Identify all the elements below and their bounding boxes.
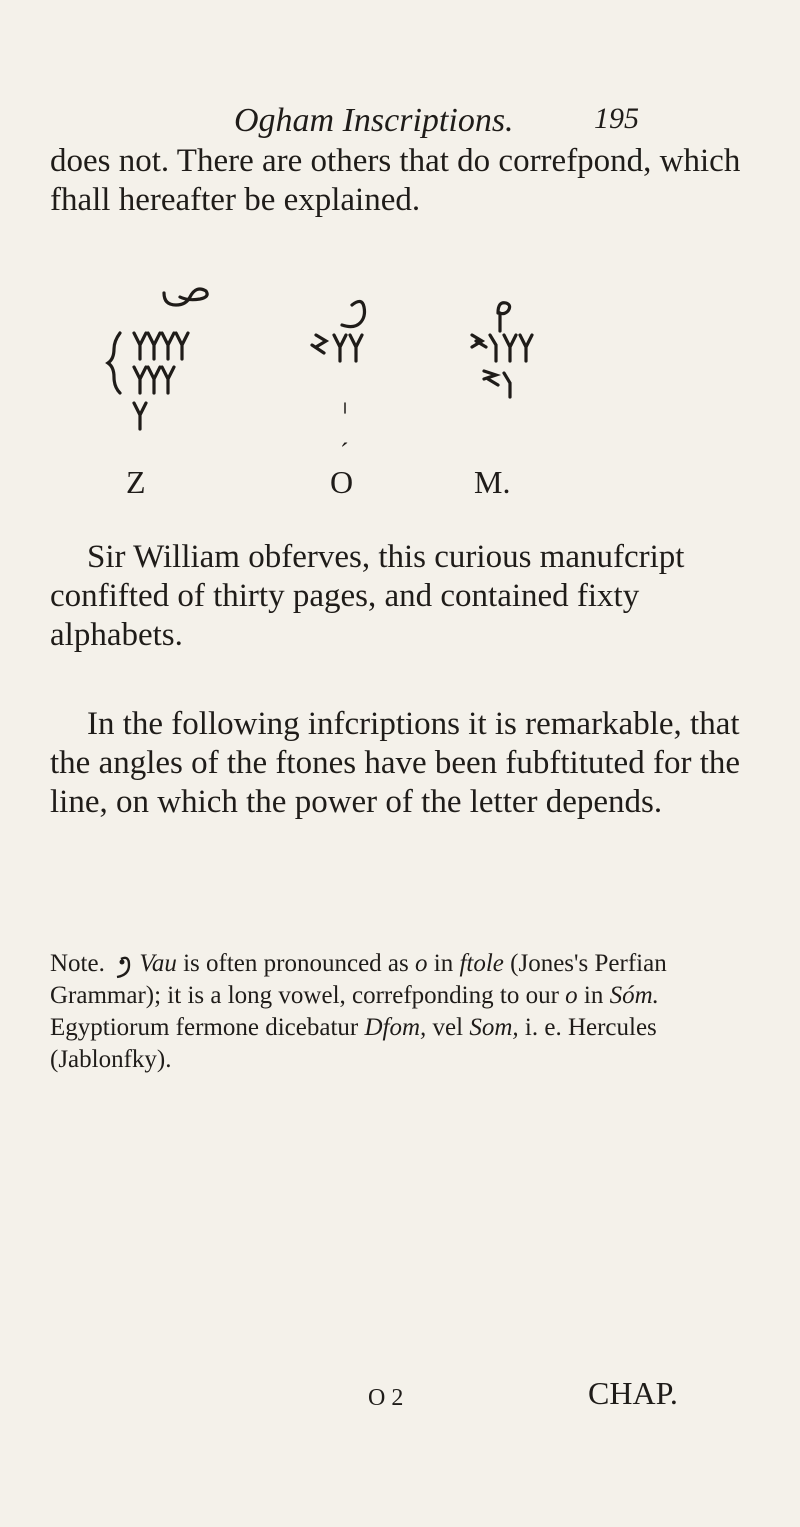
letter-z: Z xyxy=(126,464,146,500)
arabic-letter-zad-icon xyxy=(164,289,207,305)
catchword: CHAP. xyxy=(588,1375,678,1411)
arabic-letter-mim-icon xyxy=(498,303,510,331)
note-word-ftole: ftole xyxy=(459,950,504,977)
ogham-figure-svg xyxy=(90,275,650,515)
note-word-som: Sóm. xyxy=(609,982,659,1009)
note-text-7: i. e. Hercules (Jablonfky). xyxy=(50,1014,657,1073)
ogham-m-row2-icon xyxy=(484,371,510,397)
arabic-waw-small-icon xyxy=(111,953,133,979)
note-text-6: vel xyxy=(426,1014,470,1041)
note-o-1: o xyxy=(415,950,428,977)
page-header xyxy=(0,102,800,142)
page-number: 195 xyxy=(594,102,639,135)
ogham-z-row3-icon xyxy=(134,403,146,429)
paragraph-sir-william: Sir William obferves, this curious manufcript confifted of thirty pages, and contained fixty alphabets. xyxy=(50,539,685,653)
note-text-3: (Jones's Perfian Grammar); it is a long vowel, correfponding to our xyxy=(50,950,667,1009)
letter-o: O xyxy=(330,464,354,500)
accent-mark: ´ xyxy=(340,438,349,467)
paragraph-inscriptions: In the following infcriptions it is remarkable, that the angles of the ftones have been fubftituted for the line, on which the power of the letter depends. xyxy=(50,706,741,820)
brace-icon xyxy=(108,333,120,393)
note-prefix: Note. xyxy=(50,950,105,977)
ogham-figure xyxy=(90,275,650,515)
letter-m: M. xyxy=(474,464,511,500)
note-o-2: o xyxy=(565,982,578,1009)
note-text-5: Egyptiorum fermone dicebatur xyxy=(50,1014,365,1041)
footnote xyxy=(50,948,758,1076)
signature-mark: O 2 xyxy=(368,1385,404,1411)
ogham-m-row1-icon xyxy=(472,335,532,361)
note-text-1: is often pronounced as xyxy=(176,950,415,977)
note-text-2: in xyxy=(427,950,460,977)
running-title: Ogham Inscriptions. xyxy=(234,102,514,139)
ogham-z-row2-icon xyxy=(134,367,174,393)
paragraph-opening: does not. There are others that do correfpond, which fhall hereafter be explained. xyxy=(50,143,741,218)
note-word-som-2: Som, xyxy=(469,1014,519,1041)
note-word-dfom: Dfom, xyxy=(364,1014,427,1041)
note-text-4: in xyxy=(577,982,610,1009)
ogham-o-icon xyxy=(312,335,362,361)
arabic-letter-waw-icon xyxy=(342,301,365,326)
ogham-z-row1-icon xyxy=(134,333,188,359)
note-term: Vau xyxy=(139,950,177,977)
